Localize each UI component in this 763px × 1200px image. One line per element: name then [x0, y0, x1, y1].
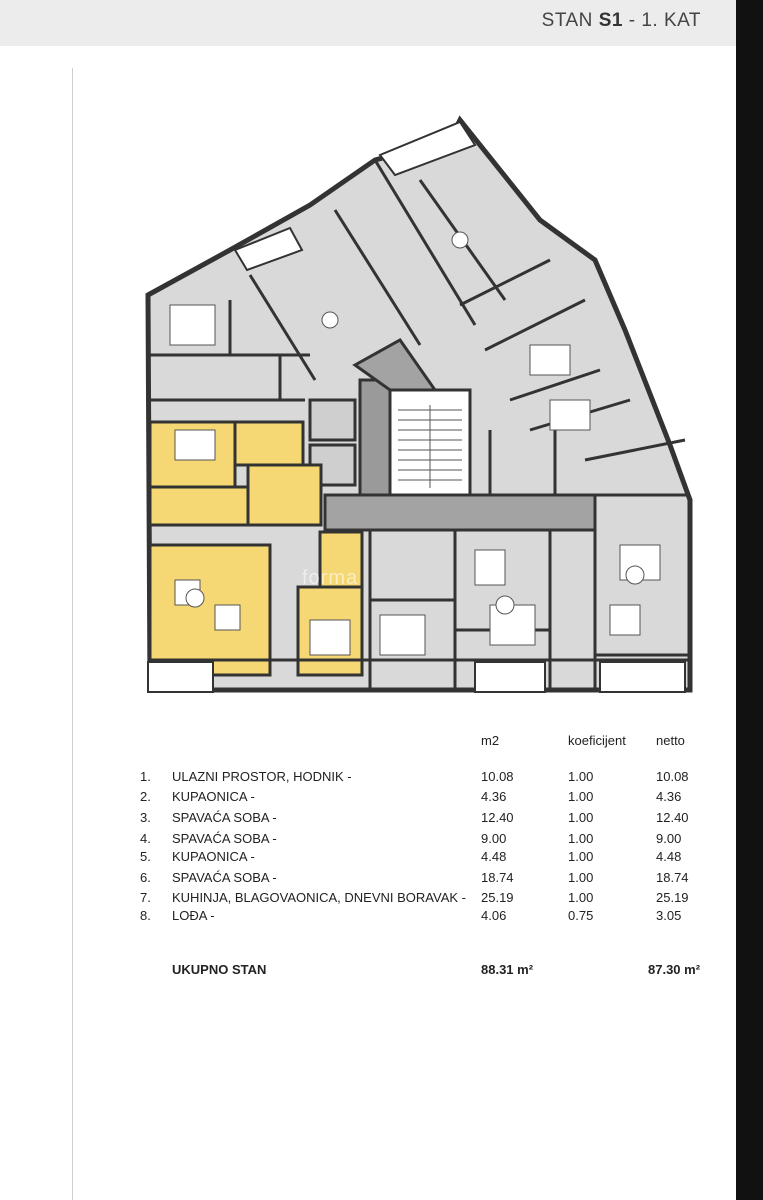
row-number: 7. [140, 890, 151, 905]
room-area: 9.00 [481, 831, 507, 846]
row-number: 4. [140, 831, 151, 846]
room-area: 25.19 [481, 890, 514, 905]
row-number: 2. [140, 789, 151, 804]
room-coefficient: 1.00 [568, 789, 594, 804]
room-coefficient: 1.00 [568, 769, 594, 784]
margin-line [72, 68, 73, 1200]
room-name: KUHINJA, BLAGOVAONICA, DNEVNI BORAVAK - [172, 890, 467, 905]
title-unit: S1 [598, 10, 623, 31]
room-coefficient: 1.00 [568, 870, 594, 885]
room-net: 9.00 [656, 831, 682, 846]
room-area: 10.08 [481, 769, 514, 784]
column-header-area: m2 [481, 733, 500, 748]
room-coefficient: 0.75 [568, 908, 594, 923]
right-border [736, 0, 763, 1200]
room-net: 18.74 [656, 870, 689, 885]
room-area: 18.74 [481, 870, 514, 885]
watermark: forma [302, 567, 359, 589]
floor-plan [130, 100, 695, 700]
room-net: 4.48 [656, 849, 682, 864]
row-number: 1. [140, 769, 151, 784]
room-name: SPAVAĆA SOBA - [172, 810, 277, 825]
row-number: 6. [140, 870, 151, 885]
room-area: 4.06 [481, 908, 507, 923]
room-net: 4.36 [656, 789, 682, 804]
room-area: 12.40 [481, 810, 514, 825]
room-net: 25.19 [656, 890, 689, 905]
room-coefficient: 1.00 [568, 890, 594, 905]
room-area: 4.48 [481, 849, 507, 864]
title-prefix: STAN [541, 10, 593, 31]
title-suffix: - 1. KAT [628, 10, 701, 31]
total-net: 87.30 m² [648, 962, 701, 977]
row-number: 8. [140, 908, 151, 923]
room-name: ULAZNI PROSTOR, HODNIK - [172, 769, 352, 784]
room-area: 4.36 [481, 789, 507, 804]
room-coefficient: 1.00 [568, 849, 594, 864]
column-header-net: netto [656, 733, 685, 748]
room-name: KUPAONICA - [172, 849, 255, 864]
row-number: 5. [140, 849, 151, 864]
room-net: 3.05 [656, 908, 682, 923]
row-number: 3. [140, 810, 151, 825]
room-name: LOĐA - [172, 908, 215, 923]
room-name: SPAVAĆA SOBA - [172, 831, 277, 846]
room-coefficient: 1.00 [568, 810, 594, 825]
room-coefficient: 1.00 [568, 831, 594, 846]
room-net: 12.40 [656, 810, 689, 825]
room-net: 10.08 [656, 769, 689, 784]
page-title [542, 10, 701, 32]
total-area: 88.31 m² [481, 962, 534, 977]
room-name: KUPAONICA - [172, 789, 255, 804]
column-header-coefficient: koeficijent [568, 733, 626, 748]
total-label: UKUPNO STAN [172, 962, 267, 977]
room-name: SPAVAĆA SOBA - [172, 870, 277, 885]
